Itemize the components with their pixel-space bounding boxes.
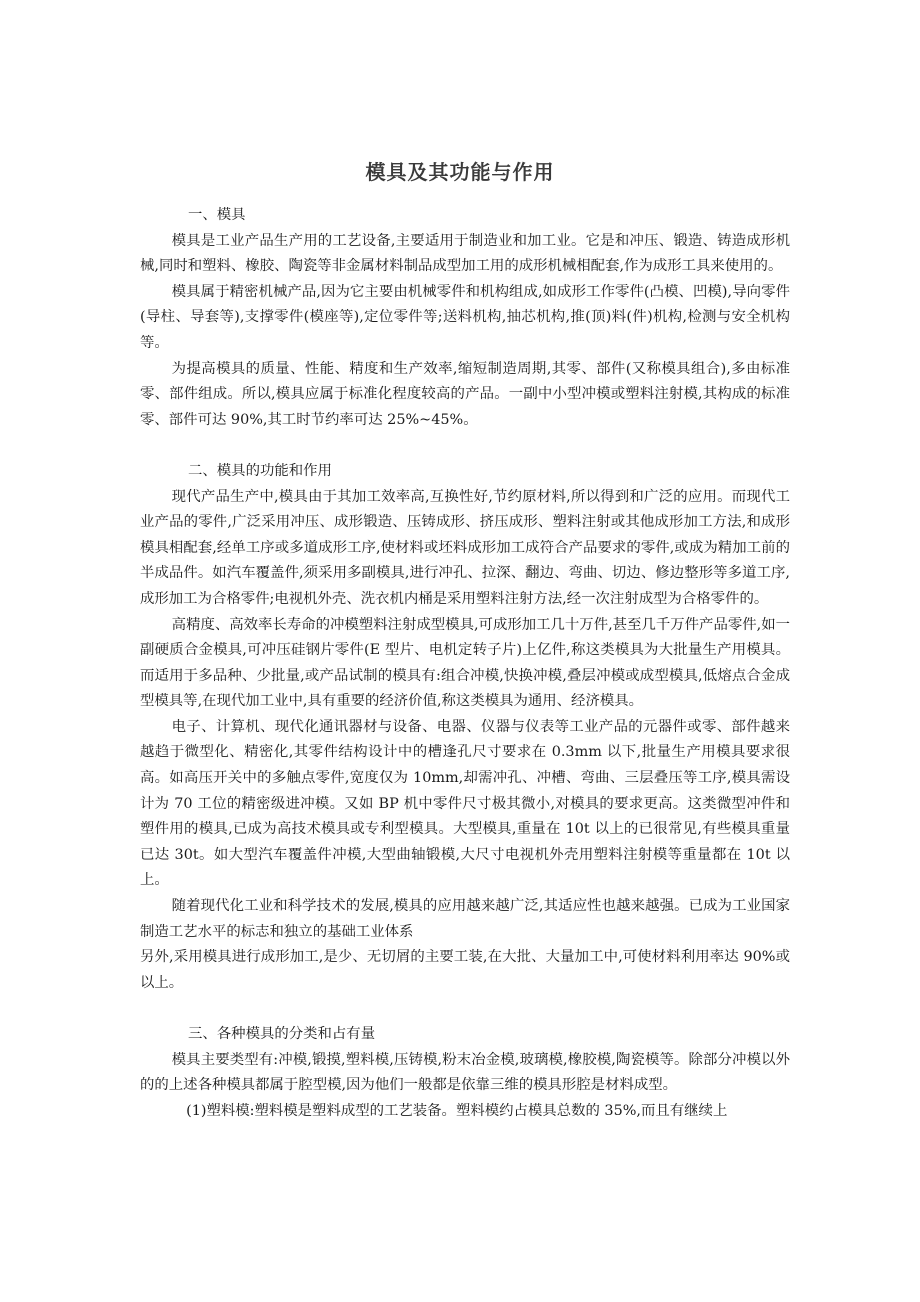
paragraph: 为提高模具的质量、性能、精度和生产效率,缩短制造周期,其零、部件(又称模具组合),多由标准零、部件组成。所以,模具应属于标准化程度较高的产品。一副中小型冲模或塑料注射模,其构成的标准零、部件可达 90%,其工时节约率可达 25%~45%。	[140, 360, 790, 428]
paragraph: 另外,采用模具进行成形加工,是少、无切屑的主要工装,在大批、大量加工中,可使材料利用率达 90%或以上。	[140, 949, 790, 991]
section-heading: 一、模具	[188, 207, 246, 223]
document-title: 模具及其功能与作用	[365, 160, 555, 184]
section-heading: 二、模具的功能和作用	[188, 462, 332, 479]
paragraph: 模具属于精密机械产品,因为它主要由机械零件和机构组成,如成形工作零件(凸模、凹模),导向零件(导柱、导套等),支撑零件(模座等),定位零件等;送料机构,抽芯机构,推(顶)料(件)机构,检测与安全机构等。	[140, 283, 790, 351]
paragraph: 模具主要类型有:冲模,锻摸,塑料模,压铸模,粉末冶金模,玻璃模,橡胶模,陶瓷模等。除部分冲模以外的的上述各种模具都属于腔型模,因为他们一般都是依靠三维的模具形腔是材料成型。	[140, 1051, 790, 1094]
section-spacer	[140, 433, 790, 459]
paragraph: 模具是工业产品生产用的工艺设备,主要适用于制造业和加工业。它是和冲压、锻造、铸造成形机械,同时和塑料、橡胶、陶瓷等非金属材料制品成型加工用的成形机械相配套,作为成形工具来使用的。	[140, 232, 790, 275]
section-heading: 三、各种模具的分类和占有量	[188, 1026, 376, 1042]
paragraph: 随着现代化工业和科学技术的发展,模具的应用越来越广泛,其适应性也越来越强。已成为工业国家制造工艺水平的标志和独立的基础工业体系	[140, 898, 790, 940]
paragraph: 高精度、高效率长寿命的冲模塑料注射成型模具,可成形加工几十万件,甚至几千万件产品零件,如一副硬质合金模具,可冲压硅钢片零件(E 型片、电机定转子片)上亿件,称这类模具为大批量生产用模具。而适用于多品种、少批量,或产品试制的模具有:组合冲模,快换冲模,叠层冲模或成型模具,低熔点合金成型模具等,在现代加工业中,具有重要的经济价值,称这类模具为通用、经济模具。	[140, 616, 790, 710]
document-body	[140, 203, 790, 1124]
paragraph: (1)塑料模:塑料模是塑料成型的工艺装备。塑料模约占模具总数的 35%,而且有继续上	[186, 1102, 728, 1119]
section-spacer	[140, 996, 790, 1022]
paragraph: 现代产品生产中,模具由于其加工效率高,互换性好,节约原材料,所以得到和广泛的应用。而现代工业产品的零件,广泛采用冲压、成形锻造、压铸成形、挤压成形、塑料注射或其他成形加工方法,和成形模具相配套,经单工序或多道成形工序,使材料或坯料成形加工成符合产品要求的零件,或成为精加工前的半成品件。如汽车覆盖件,须采用多副模具,进行冲孔、拉深、翻边、弯曲、切边、修边整形等多道工序,成形加工为合格零件;电视机外壳、洗衣机内桶是采用塑料注射方法,经一次注射成型为合格零件的。	[140, 488, 790, 607]
paragraph: 电子、计算机、现代化通讯器材与设备、电器、仪器与仪表等工业产品的元器件或零、部件越来越趋于微型化、精密化,其零件结构设计中的槽逢孔尺寸要求在 0.3mm 以下,批量生产用模具要求很高。如高压开关中的多触点零件,宽度仅为 10mm,却需冲孔、冲槽、弯曲、三层叠压等工序,模具需设计为 70 工位的精密级进冲模。又如 BP 机中零件尺寸极其微小,对模具的要求更高。这类微型冲件和塑件用的模具,已成为高技术模具或专利型模具。大型模具,重量在 10t 以上的已很常见,有些模具重量已达 30t。如大型汽车覆盖件冲模,大型曲轴锻模,大尺寸电视机外壳用塑料注射模等重量都在 10t 以上。	[140, 718, 790, 889]
